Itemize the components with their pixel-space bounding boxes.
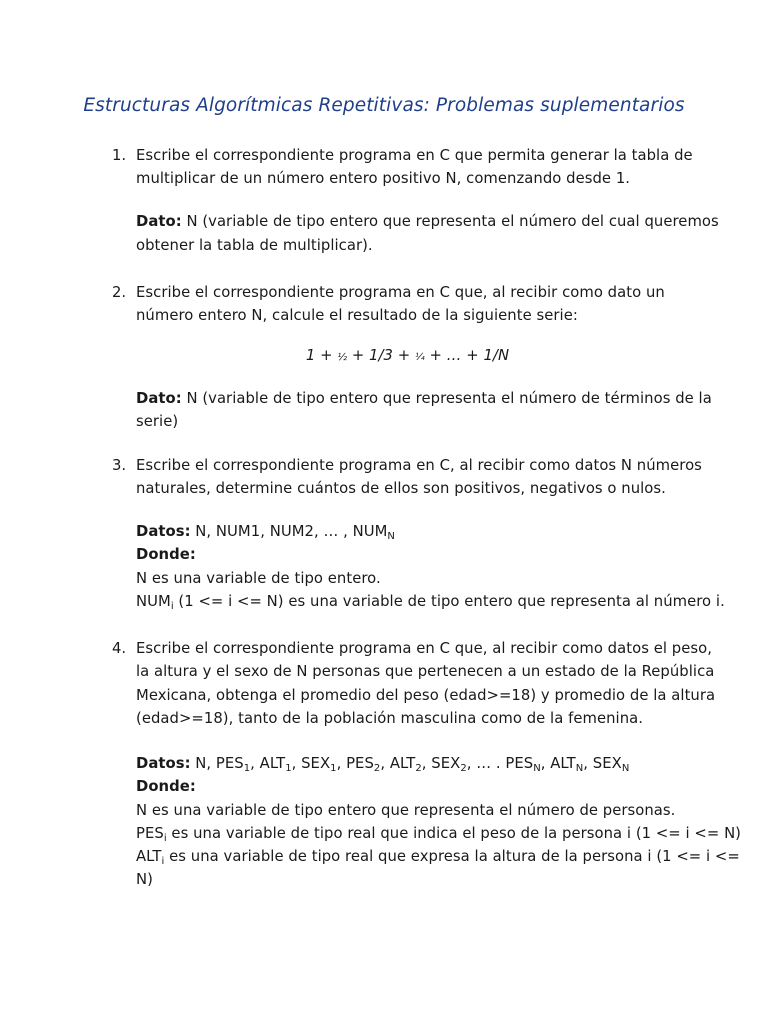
dato-text: N (variable de tipo entero que representa el número de términos de la	[181, 390, 712, 407]
problem-3-datos: Datos: N, NUM1, NUM2, … , $NUM_N$	[136, 523, 395, 542]
problem-4-def-2: $PES_i$ es una variable de tipo real que indica el peso de la persona i (1 <= i <= N)	[136, 825, 742, 844]
datos-item-4: , PES	[336, 755, 374, 772]
problem-3-statement-line-2: naturales, determine cuántos de ellos son positivos, negativos o nulos.	[136, 480, 666, 497]
problem-2-statement-line-1: Escribe el correspondiente programa en C que, al recibir como dato un	[136, 284, 665, 301]
datos-item-subscript-1: 1	[243, 763, 251, 774]
problem-1-number: 1.	[112, 147, 127, 164]
problem-2-number: 2.	[112, 284, 127, 301]
datos-label: Datos:	[136, 755, 191, 772]
problem-4-statement-line-4: (edad>=18), tanto de la población masculina como de la femenina.	[136, 710, 644, 727]
series-formula: 1 + ½ + 1/3 + ¼ + … + 1/N	[305, 347, 510, 364]
datos-item-5: , ALT	[380, 755, 416, 772]
datos-item-7: , … . PES	[466, 755, 534, 772]
problem-3-def-1: N es una variable de tipo entero.	[136, 570, 381, 587]
problem-1-dato-cont: obtener la tabla de multiplicar).	[136, 237, 373, 254]
problem-3-def-2: $NUM_i$ (1 <= i <= N) es una variable de tipo entero que representa al número i.	[136, 593, 725, 612]
problem-4-statement-line-3: Mexicana, obtenga el promedio del peso (edad>=18) y promedio de la altura	[136, 687, 716, 704]
problem-3-number: 3.	[112, 457, 127, 474]
datos-item-subscript-9: N	[621, 763, 630, 774]
datos-item-subscript-2: 1	[285, 763, 292, 774]
datos-item-subscript-3: 1	[330, 763, 337, 774]
problem-3-donde-label: Donde:	[136, 546, 196, 563]
problem-2-statement-line-2: número entero N, calcule el resultado de la siguiente serie:	[136, 307, 578, 324]
datos-item-2: , ALT	[250, 755, 286, 772]
problem-2-dato-cont: serie)	[136, 413, 179, 430]
problem-1-statement-line-2: multiplicar de un número entero positivo N, comenzando desde 1.	[136, 170, 631, 187]
problem-3-statement-line-1: Escribe el correspondiente programa en C, al recibir como datos N números	[136, 457, 702, 474]
datos-item-9: , SEX	[583, 755, 622, 772]
page-title: Estructuras Algorítmicas Repetitivas: Problemas suplementarios	[83, 95, 685, 116]
datos-item-1: N, PES	[190, 755, 244, 772]
problem-4-def-3-cont: N)	[136, 871, 153, 888]
problem-4-number: 4.	[112, 640, 127, 657]
dato-text: N (variable de tipo entero que representa el número del cual queremos	[181, 213, 719, 230]
datos-item-6: , SEX	[421, 755, 461, 772]
datos-label: Datos:	[136, 523, 191, 540]
problem-4-statement-line-2: la altura y el sexo de N personas que pertenecen a un estado de la República	[136, 663, 715, 680]
problem-4-donde-label: Donde:	[136, 778, 196, 795]
problem-1-statement-line-1: Escribe el correspondiente programa en C que permita generar la tabla de	[136, 147, 693, 164]
datos-item-subscript-5: 2	[415, 763, 422, 774]
problem-2-dato	[136, 387, 712, 410]
dato-label: Dato:	[136, 213, 182, 230]
quarter-fraction: ¼	[414, 352, 425, 363]
problem-4-statement-line-1: Escribe el correspondiente programa en C que, al recibir como datos el peso,	[136, 640, 712, 657]
datos-item-subscript-8: N	[575, 763, 584, 774]
datos-item-subscript-7: N	[533, 763, 541, 774]
problem-1-dato	[136, 210, 719, 233]
datos-item-8: , ALT	[540, 755, 576, 772]
problem-4-def-1: N es una variable de tipo entero que representa el número de personas.	[136, 802, 676, 819]
datos-item-3: , SEX	[291, 755, 331, 772]
datos-list	[191, 755, 630, 772]
half-fraction: ½	[337, 352, 348, 363]
dato-label: Dato:	[136, 390, 182, 407]
problem-4-def-3: $ALT_i$ es una variable de tipo real que expresa la altura de la persona i (1 <= i <=	[136, 848, 740, 867]
problem-4-datos	[136, 752, 679, 775]
datos-item-subscript-6: 2	[460, 763, 467, 774]
datos-item-subscript-4: 2	[373, 763, 381, 774]
